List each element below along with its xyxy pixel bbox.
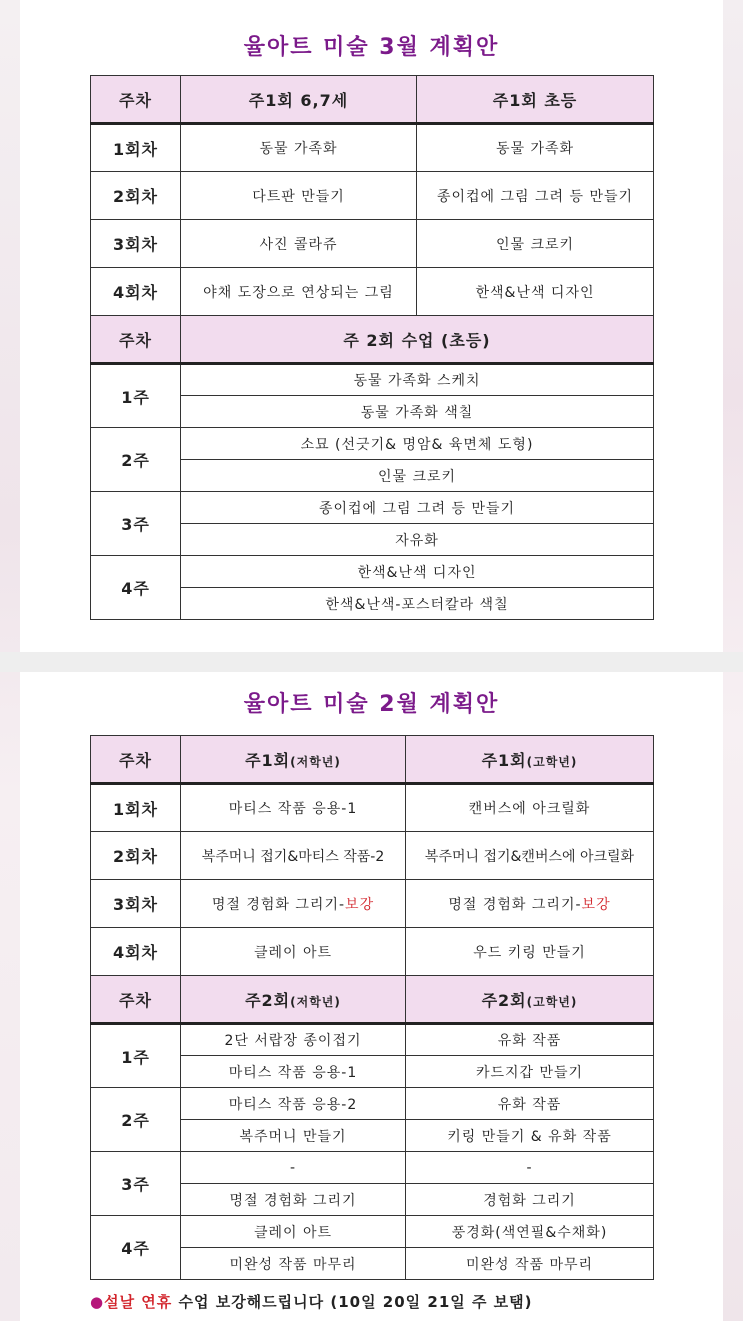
week-label: 4주 <box>91 556 181 620</box>
footer-note <box>90 1291 650 1321</box>
table-cell: - <box>406 1152 654 1184</box>
table-cell: 한색&난색 디자인 <box>417 268 654 316</box>
footer-text: 수업 보강해드립니다 (10일 20일 21일 주 보탬) <box>172 1293 533 1311</box>
table-row <box>91 1216 654 1248</box>
header-col1 <box>181 976 406 1024</box>
table-cell: 동물 가족화 스케치 <box>181 364 654 396</box>
march-plan-title: 율아트 미술 3월 계획안 <box>243 35 500 60</box>
header-main: 주2회 <box>245 990 291 1010</box>
week-label: 3주 <box>91 1152 181 1216</box>
footer-highlight: 설날 연휴 <box>104 1293 173 1311</box>
makeup-tag: 보강 <box>581 896 611 913</box>
header-sub: (고학년) <box>526 754 578 769</box>
week-label: 2주 <box>91 1088 181 1152</box>
table-cell: 명절 경험화 그리기 <box>181 1184 406 1216</box>
table-cell: 복주머니 접기&마티스 작품-2 <box>181 832 406 880</box>
table-cell: 동물 가족화 <box>181 124 417 172</box>
table-cell: 종이컵에 그림 그려 등 만들기 <box>181 492 654 524</box>
table-header-row <box>91 976 654 1024</box>
week-label: 2주 <box>91 428 181 492</box>
table-cell: 야채 도장으로 연상되는 그림 <box>181 268 417 316</box>
table-cell: 우드 키링 만들기 <box>406 928 654 976</box>
table-row <box>91 556 654 588</box>
table-cell: 카드지갑 만들기 <box>406 1056 654 1088</box>
cell-text: 명절 경험화 그리기- <box>211 896 346 913</box>
table-row <box>91 364 654 396</box>
table-row <box>91 1024 654 1056</box>
table-cell: 클레이 아트 <box>181 1216 406 1248</box>
table-row <box>91 784 654 832</box>
makeup-tag: 보강 <box>345 896 375 913</box>
table-header-row <box>91 736 654 784</box>
table-cell: 인물 크로키 <box>417 220 654 268</box>
table-cell: - <box>181 1152 406 1184</box>
table-cell: 유화 작품 <box>406 1088 654 1120</box>
week-label: 1주 <box>91 1024 181 1088</box>
round-label: 2회차 <box>91 172 181 220</box>
week-label: 3주 <box>91 492 181 556</box>
header-week: 주차 <box>91 76 181 124</box>
header-main: 주1회 <box>481 750 527 770</box>
week-label: 1주 <box>91 364 181 428</box>
header-week: 주차 <box>91 976 181 1024</box>
table-cell: 동물 가족화 <box>417 124 654 172</box>
round-label: 3회차 <box>91 880 181 928</box>
table-cell <box>181 880 406 928</box>
table-cell: 자유화 <box>181 524 654 556</box>
table-cell: 동물 가족화 색칠 <box>181 396 654 428</box>
table-header-row <box>91 316 654 364</box>
table-cell: 사진 콜라쥬 <box>181 220 417 268</box>
table-cell: 경험화 그리기 <box>406 1184 654 1216</box>
cell-text: 명절 경험화 그리기- <box>448 896 582 913</box>
table-cell: 복주머니 접기&캔버스에 아크릴화 <box>406 832 654 880</box>
table-cell: 풍경화(색연필&수채화) <box>406 1216 654 1248</box>
round-label: 2회차 <box>91 832 181 880</box>
round-label: 1회차 <box>91 124 181 172</box>
header-col2 <box>406 976 654 1024</box>
table-row <box>91 172 654 220</box>
march-plan-panel <box>20 0 723 652</box>
header-twice-weekly: 주 2회 수업 (초등) <box>181 316 654 364</box>
header-sub: (고학년) <box>526 994 578 1009</box>
header-week: 주차 <box>91 316 181 364</box>
table-cell: 종이컵에 그림 그려 등 만들기 <box>417 172 654 220</box>
header-main: 주2회 <box>481 990 527 1010</box>
table-row <box>91 124 654 172</box>
header-col2: 주1회 초등 <box>417 76 654 124</box>
table-row <box>91 268 654 316</box>
table-row <box>91 832 654 880</box>
table-row <box>91 428 654 460</box>
table-cell: 마티스 작품 응용-1 <box>181 784 406 832</box>
table-row <box>91 1088 654 1120</box>
table-cell: 한색&난색 디자인 <box>181 556 654 588</box>
table-cell: 한색&난색-포스터칼라 색칠 <box>181 588 654 620</box>
header-sub: (저학년) <box>290 994 341 1009</box>
header-main: 주1회 <box>245 750 291 770</box>
table-cell: 키링 만들기 & 유화 작품 <box>406 1120 654 1152</box>
table-cell: 다트판 만들기 <box>181 172 417 220</box>
table-row <box>91 220 654 268</box>
table-cell: 소묘 (선긋기& 명암& 육면체 도형) <box>181 428 654 460</box>
header-col1 <box>181 736 406 784</box>
table-cell: 2단 서랍장 종이접기 <box>181 1024 406 1056</box>
table-row <box>91 492 654 524</box>
table-cell <box>406 880 654 928</box>
table-cell: 마티스 작품 응용-2 <box>181 1088 406 1120</box>
header-col1: 주1회 6,7세 <box>181 76 417 124</box>
round-label: 4회차 <box>91 268 181 316</box>
header-week: 주차 <box>91 736 181 784</box>
february-plan-title: 율아트 미술 2월 계획안 <box>243 692 500 717</box>
table-cell: 미완성 작품 마무리 <box>406 1248 654 1280</box>
table-cell: 유화 작품 <box>406 1024 654 1056</box>
section-divider <box>0 652 743 672</box>
table-row <box>91 880 654 928</box>
table-cell: 클레이 아트 <box>181 928 406 976</box>
february-plan-table <box>90 735 654 1280</box>
table-cell: 복주머니 만들기 <box>181 1120 406 1152</box>
table-header-row <box>91 76 654 124</box>
march-plan-table <box>90 75 654 620</box>
table-row <box>91 928 654 976</box>
round-label: 4회차 <box>91 928 181 976</box>
table-cell: 인물 크로키 <box>181 460 654 492</box>
header-col2 <box>406 736 654 784</box>
week-label: 4주 <box>91 1216 181 1280</box>
table-cell: 미완성 작품 마무리 <box>181 1248 406 1280</box>
bullet-icon: ● <box>90 1293 105 1311</box>
table-cell: 마티스 작품 응용-1 <box>181 1056 406 1088</box>
round-label: 1회차 <box>91 784 181 832</box>
header-sub: (저학년) <box>290 754 341 769</box>
table-cell: 캔버스에 아크릴화 <box>406 784 654 832</box>
february-plan-panel <box>20 672 723 1321</box>
table-row <box>91 1152 654 1184</box>
round-label: 3회차 <box>91 220 181 268</box>
